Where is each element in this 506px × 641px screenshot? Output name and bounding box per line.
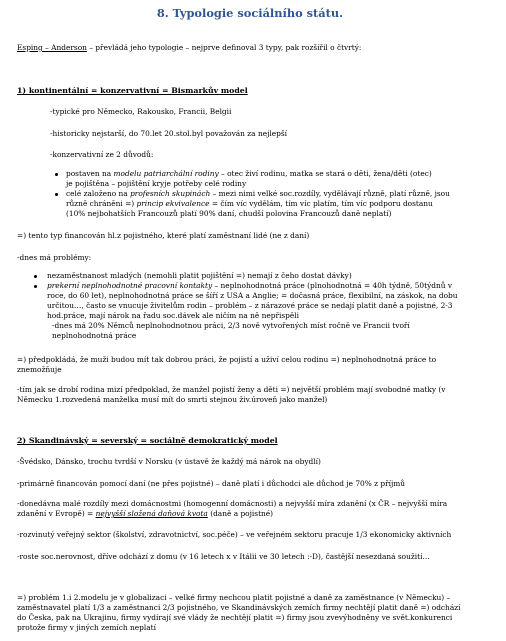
s1-assumption-line1: =) předpokládá, že muži budou mít tak dobrou práci, že pojistí a uživí celou rodinu =) neplnohodnotná práce to: [17, 355, 437, 364]
s2-line-countries: -Švédsko, Dánsko, trochu tvrdší v Norsku (v ústavě že každý má nárok na obydlí): [17, 457, 321, 466]
author-name: Esping – Anderson: [17, 43, 87, 52]
s1-bullet2-line2: různě chráněni =) princip ekvivalence = čím víc vydělám, tím víc platím, tím víc podporu dostanu: [66, 199, 433, 208]
s1-bullet4-line3: určitou…, často se vnucuje živitelům rodin – problém – z nárazové práce se nedají platit daně a pojistné, 2-3: [47, 301, 453, 310]
s1-line-reasons: -konzervativní ze 2 důvodů:: [50, 150, 154, 159]
s1-line-history: -historicky nejstarší, do 70.let 20.stol.byl považován za nejlepší: [50, 129, 287, 138]
s1-bullet2-line1: celé založeno na profesních skupinách – mezi nimi velké soc.rozdíly, vydělávají různě, platí různě, jsou: [66, 189, 450, 198]
s1-problems-label: -dnes má problémy:: [17, 253, 92, 262]
conclusion-line3: do Česka, pak na Ukrajinu, firmy vydírají své vlády že nechtějí platit =) firmy jsou zvevýhodněny ve svět.konkurenci: [17, 613, 453, 622]
bullet-dot: [34, 285, 37, 288]
s2-line-public-sector: -rozvinutý veřejný sektor (školství, zdravotnictví, soc.péče) – ve veřejném sektoru pracuje 1/3 ekonomicky aktivních: [17, 530, 452, 539]
s1-bullet4-line2: roce, do 60 let), neplnohodnotná práce se šíří z USA a Anglie; = dočasná práce, flexibilní, na záskok, na dobu: [47, 291, 458, 300]
s2-line-financing: -primárně financován pomocí daní (ne přes pojistné) – daně platí i důchodci ale důchod je 70% z příjmů: [17, 479, 406, 488]
s1-family-line2: Německu 1.rozvedená manželka musí mít do smrti stejnou živ.úroveň jako manžel): [17, 395, 328, 404]
s1-bullet4-line4: hod.práce, mají nárok na řadu soc.dávek ale ničím na ně nepřispěli: [47, 311, 299, 320]
s1-bullet2-line3: (10% nejbohatších Francouzů platí 90% daní, chudší polovina Francouzů daně neplatí): [66, 209, 392, 218]
s1-financing: =) tento typ financován hl.z pojistného, které platí zaměstnaní lidé (ne z daní): [17, 231, 310, 240]
document-title: 8. Typologie sociálního státu.: [156, 6, 344, 20]
s2-line-tax-line1: -donedávna malé rozdíly mezi domácnostmi (homogenní domácnosti) a nejvyšší míra zdanění (x ČR – nejvyšší míra: [17, 499, 448, 508]
s1-bullet3: nezaměstnanost mladých (nemohli platit pojištění =) nemají z čeho dostat dávky): [47, 271, 352, 280]
bullet-dot: [55, 173, 58, 176]
intro-text: – převládá jeho typologie – nejprve definoval 3 typy, pak rozšířil o čtvrtý:: [86, 43, 362, 52]
bullet-dot: [55, 193, 58, 196]
s1-bullet4-line5: -dnes má 20% Němců neplnohodnotnou práci, 2/3 nově vytvořených míst ročně ve Francii tvoří: [52, 321, 410, 330]
s1-assumption-line2: znemožňuje: [17, 365, 62, 374]
s1-bullet1-line2: je pojištěna – pojištění kryje potřeby celé rodiny: [66, 179, 247, 188]
intro-line: [17, 43, 361, 53]
section-2-heading: 2) Skandinávský = severský = sociálně demokratický model: [17, 436, 278, 445]
conclusion-line1: =) problém 1.i 2.modelu je v globalizaci – velké firmy nechcou platit pojistné a daně za zaměstnance (v Německu) –: [17, 593, 451, 602]
section-1-heading: 1) kontinentální = konzervativní = Bismarkův model: [17, 86, 248, 95]
s1-bullet4-line6: neplnohodnotná práce: [52, 331, 137, 340]
s2-line-tax-line2: zdanění v Evropě) = nejvyšší složená daňová kvota (daně a pojistné): [17, 509, 274, 518]
s1-bullet4-line1: prekerní neplnohodnotné pracovní kontakty – neplnohodnotná práce (plnohodnotná = 40h týdně, 50týdnů v: [47, 281, 453, 290]
s1-family-line1: -tím jak se drobí rodina mizí předpoklad, že manžel pojistí ženy a děti =) největší problém mají svobodné matky (v: [17, 385, 446, 394]
conclusion-line4: protože firmy v jiných zemích neplatí: [17, 623, 156, 632]
s1-bullet1-line1: postaven na modelu patriarchální rodiny – otec živí rodinu, matka se stará o děti, žena/děti (otec): [66, 169, 432, 178]
s1-line-countries: -typické pro Německo, Rakousko, Francii, Belgii: [50, 107, 232, 116]
s2-line-inequality: -roste soc.nerovnost, dříve odchází z domu (v 16 letech x v Itálii ve 30 letech :-D), častější nesezdaná soužití…: [17, 552, 430, 561]
conclusion-line2: zaměstnavatel platí 1/3 a zaměstnanci 2/3 pojistného, ve Skandinávských zemích firmy nechtějí platit daně =) odchází: [17, 603, 461, 612]
bullet-dot: [34, 275, 37, 278]
